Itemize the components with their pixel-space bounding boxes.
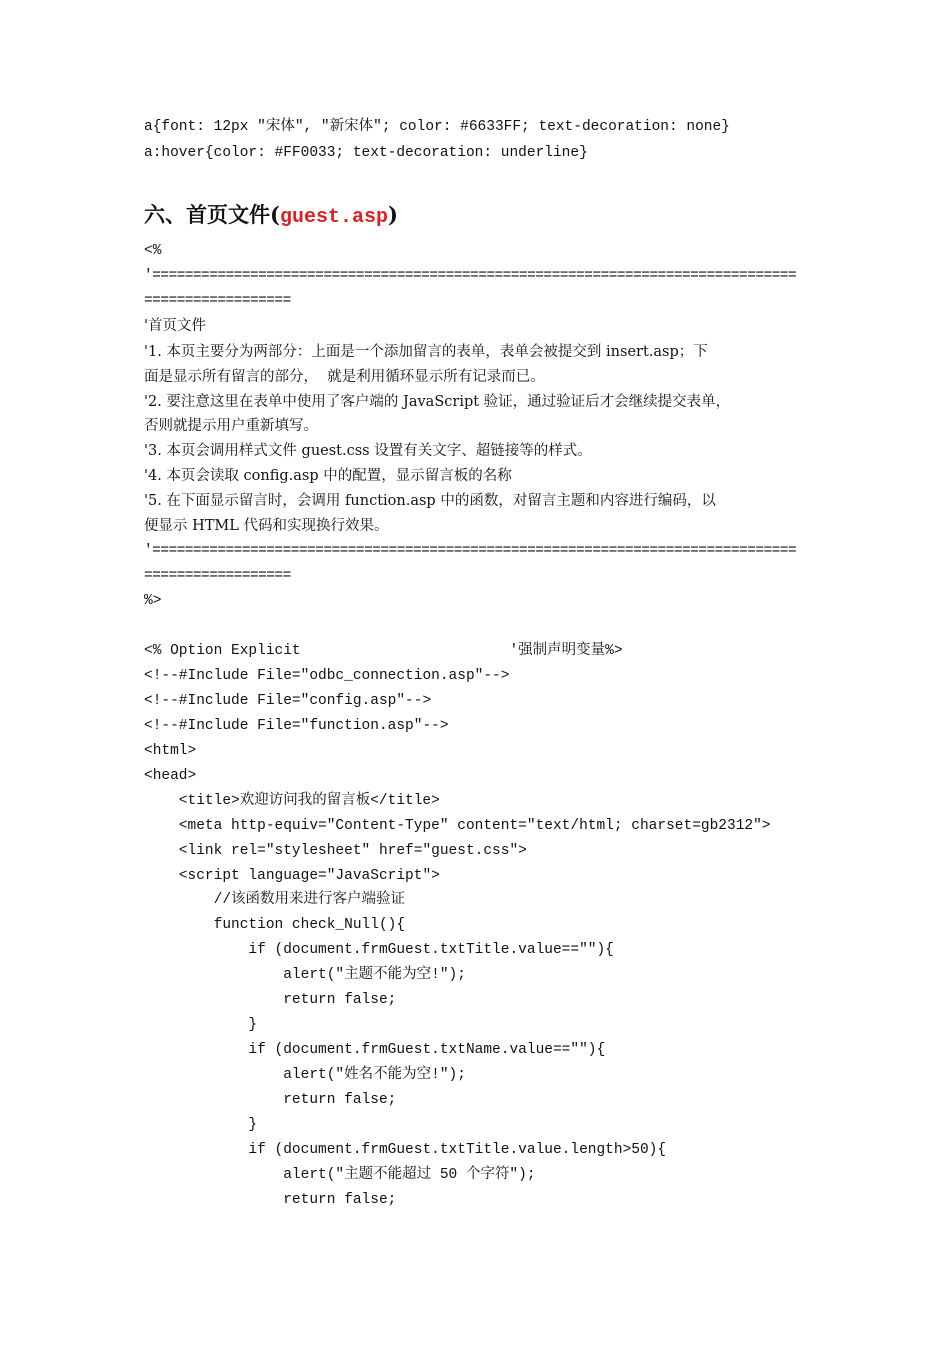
- code-line: if (document.frmGuest.txtName.value==""){: [144, 1042, 606, 1058]
- heading-prefix: 六、首页文件(: [144, 202, 280, 227]
- code-line: <%: [144, 243, 162, 259]
- code-line: 否则就提示用户重新填写。: [144, 418, 318, 434]
- code-line: return false;: [144, 1092, 397, 1108]
- code-line: alert("姓名不能为空!");: [144, 1067, 466, 1083]
- code-line: //该函数用来进行客户端验证: [144, 892, 406, 908]
- code-line: <!--#Include File="config.asp"-->: [144, 693, 432, 709]
- code-line: alert("主题不能为空!");: [144, 967, 466, 983]
- code-line: <script language="JavaScript">: [144, 868, 440, 884]
- heading-filename: guest.asp: [279, 206, 388, 229]
- code-line: '4. 本页会读取 config.asp 中的配置，显示留言板的名称: [144, 468, 512, 484]
- code-line: '首页文件: [144, 318, 206, 334]
- code-line: }: [144, 1117, 258, 1133]
- code-line: '===============================================================================: [144, 543, 797, 559]
- css-rule-link: a{font: 12px "宋体", "新宋体"; color: #6633FF; text-decoration: none}: [144, 119, 730, 135]
- code-line: '1. 本页主要分为两部分：上面是一个添加留言的表单，表单会被提交到 insert.asp；下: [144, 344, 708, 360]
- code-line: '5. 在下面显示留言时，会调用 function.asp 中的函数，对留言主题和内容进行编码，以: [144, 493, 716, 509]
- code-line: <meta http-equiv="Content-Type" content="text/html; charset=gb2312">: [144, 818, 771, 834]
- css-rule-link-hover: a:hover{color: #FF0033; text-decoration: underline}: [144, 145, 588, 161]
- code-line: ==================: [144, 293, 291, 309]
- section-heading: [144, 200, 398, 233]
- code-line: 便显示 HTML 代码和实现换行效果。: [144, 518, 389, 534]
- code-line: <% Option Explicit '强制声明变量%>: [144, 643, 623, 659]
- code-line: <title>欢迎访问我的留言板</title>: [144, 793, 440, 809]
- code-line: '===============================================================================: [144, 268, 797, 284]
- code-line: }: [144, 1017, 258, 1033]
- code-line: <head>: [144, 768, 197, 784]
- code-line: function check_Null(){: [144, 917, 406, 933]
- code-line: return false;: [144, 992, 397, 1008]
- code-line: 面是显示所有留言的部分， 就是利用循环显示所有记录而已。: [144, 369, 545, 385]
- code-line: %>: [144, 593, 162, 609]
- code-line: '2. 要注意这里在表单中使用了客户端的 JavaScript 验证，通过验证后才会继续提交表单，: [144, 394, 731, 410]
- code-line: alert("主题不能超过 50 个字符");: [144, 1167, 536, 1183]
- heading-suffix: ): [387, 202, 398, 227]
- code-line: ==================: [144, 568, 291, 584]
- code-line: <!--#Include File="function.asp"-->: [144, 718, 449, 734]
- code-line: <link rel="stylesheet" href="guest.css">: [144, 843, 527, 859]
- code-line: <html>: [144, 743, 197, 759]
- code-line: '3. 本页会调用样式文件 guest.css 设置有关文字、超链接等的样式。: [144, 443, 592, 459]
- code-line: if (document.frmGuest.txtTitle.value.length>50){: [144, 1142, 667, 1158]
- code-line: if (document.frmGuest.txtTitle.value==""){: [144, 942, 614, 958]
- code-line: return false;: [144, 1192, 397, 1208]
- code-line: <!--#Include File="odbc_connection.asp"-->: [144, 668, 510, 684]
